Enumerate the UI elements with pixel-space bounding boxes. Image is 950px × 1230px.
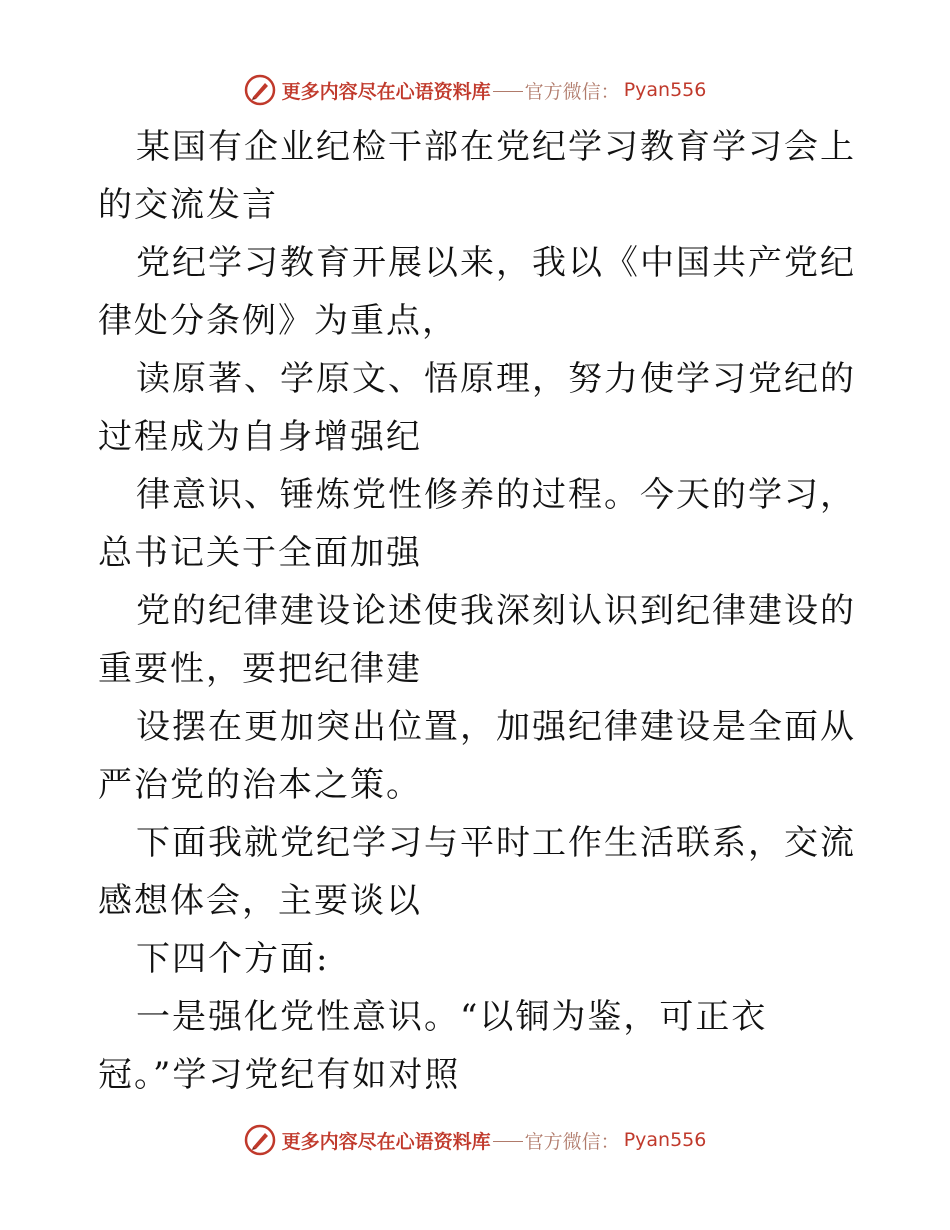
- footer-wechat-id: Pyan556: [623, 1129, 707, 1151]
- pen-logo-icon: [244, 1124, 276, 1156]
- paragraph: 读原著、学原文、悟原理，努力使学习党纪的过程成为自身增强纪: [98, 359, 856, 457]
- footer-site-name: 更多内容尽在心语资料库: [281, 1130, 491, 1153]
- paragraph-title: 某国有企业纪检干部在党纪学习教育学习会上的交流发言: [98, 127, 856, 225]
- footer-separator: [493, 1141, 523, 1142]
- header-banner: [0, 70, 950, 110]
- paragraph: 党纪学习教育开展以来，我以《中国共产党纪律处分条例》为重点，: [98, 243, 856, 341]
- footer-official-label: 官方微信：: [524, 1130, 620, 1153]
- paragraph: 下面我就党纪学习与平时工作生活联系，交流感想体会，主要谈以: [98, 823, 856, 921]
- paragraph: 一是强化党性意识。“以铜为鉴，可正衣冠。”学习党纪有如对照: [98, 997, 768, 1095]
- document-body: [98, 118, 858, 1104]
- header-wechat-id: Pyan556: [623, 79, 707, 101]
- header-separator: [493, 91, 523, 92]
- paragraph: 律意识、锤炼党性修养的过程。今天的学习，总书记关于全面加强: [98, 475, 856, 573]
- paragraph: 下四个方面:: [136, 939, 330, 979]
- paragraph: 党的纪律建设论述使我深刻认识到纪律建设的重要性，要把纪律建: [98, 591, 856, 689]
- paragraph: 设摆在更加突出位置，加强纪律建设是全面从严治党的治本之策。: [98, 707, 856, 805]
- header-site-name: 更多内容尽在心语资料库: [281, 80, 491, 103]
- pen-logo-icon: [244, 74, 276, 106]
- footer-banner: [0, 1120, 950, 1160]
- header-official-label: 官方微信：: [524, 80, 620, 103]
